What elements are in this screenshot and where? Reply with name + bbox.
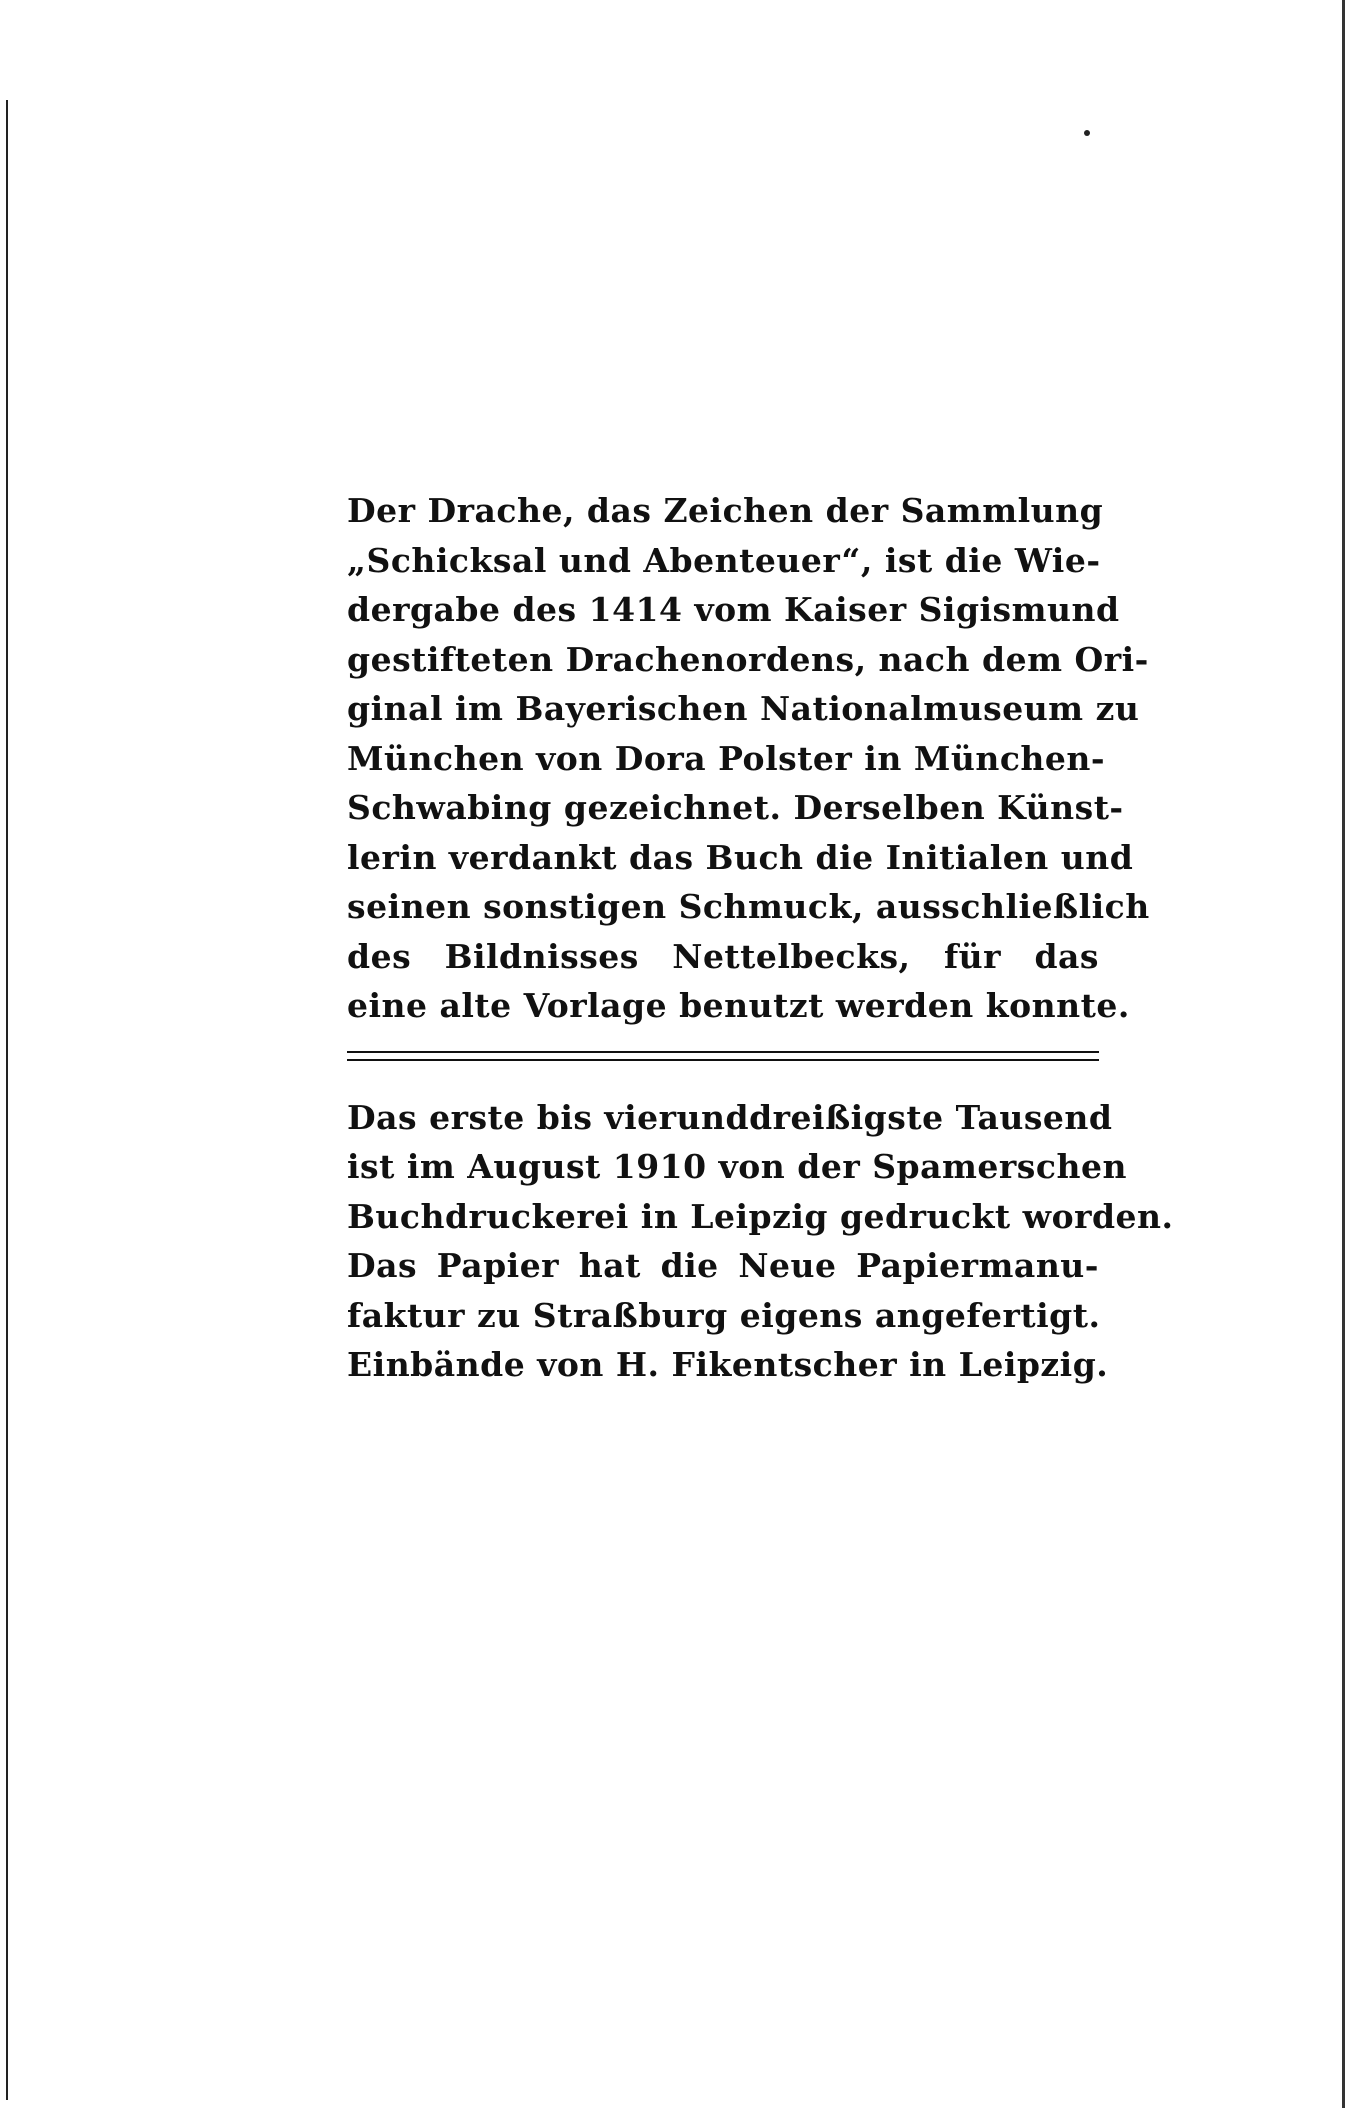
page-edge-left [6,100,8,2100]
text-line: gestifteten Drachenordens, nach dem Ori- [347,639,1149,679]
text-line: Buchdruckerei in Leipzig gedruckt worden. [347,1196,1174,1236]
double-rule-divider [347,1051,1099,1061]
colophon-paragraph-illustration-credits [347,486,1150,1031]
text-line: Das erste bis vierunddreißigste Tausend [347,1097,1113,1137]
page-edge-right [1342,0,1345,2108]
text-line: ginal im Bayerischen Nationalmuseum zu [347,689,1140,728]
text-line: Schwabing gezeichnet. Derselben Künst- [347,788,1124,827]
text-line: München von Dora Polster in München- [347,738,1106,778]
text-line: seinen sonstigen Schmuck, ausschließlich [347,887,1150,926]
text-line: ist im August 1910 von der Spamerschen [347,1147,1127,1186]
text-line: dergabe des 1414 vom Kaiser Sigismund [347,590,1120,629]
text-line: faktur zu Straßburg eigens angefertigt. [347,1295,1101,1335]
text-line: „Schicksal und Abenteuer“, ist die Wie- [347,540,1101,580]
colophon-paragraph-printing-credits [347,1093,1174,1390]
print-speck [1084,130,1090,136]
text-line: lerin verdankt das Buch die Initialen und [347,837,1134,877]
colophon [347,486,1174,1390]
text-line: Der Drache, das Zeichen der Sammlung [347,491,1104,530]
text-line: des Bildnisses Nettelbecks, für das [347,936,1099,976]
text-line: Einbände von H. Fikentscher in Leipzig. [347,1345,1109,1384]
text-line: Das Papier hat die Neue Papiermanu- [347,1246,1099,1285]
text-line: eine alte Vorlage benutzt werden konnte. [347,986,1130,1025]
